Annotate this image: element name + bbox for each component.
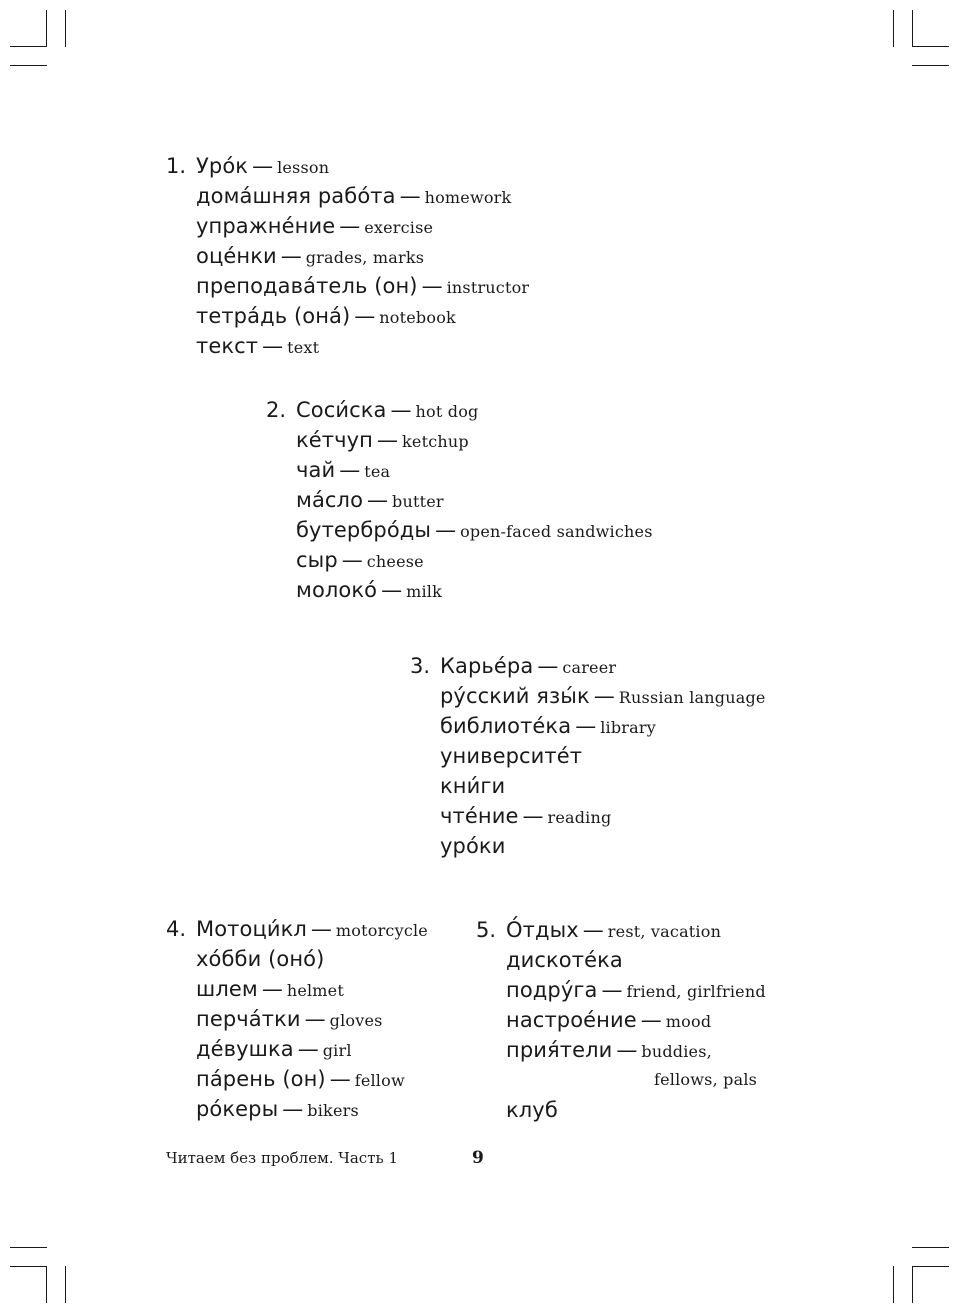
vocab-entry: университе́т [440,744,583,768]
vocab-entry: бутербро́ды — open-faced sandwiches [296,518,653,542]
vocab-entry: настрое́ние — mood [506,1008,712,1032]
vocab-entry: текст — text [196,334,320,358]
vocab-entry: дома́шняя рабо́та — homework [196,184,512,208]
crop-mark [10,1266,47,1267]
crop-mark [912,46,949,47]
vocab-list-2 [266,395,653,605]
vocab-entry: ру́сский язы́к — Russian language [440,684,766,708]
vocab-entry: упражне́ние — exercise [196,214,434,238]
vocab-entry: шлем — helmet [196,977,344,1001]
vocab-list-1 [166,151,529,361]
crop-mark [10,46,47,47]
vocab-entry: уро́ки [440,834,506,858]
list-number: 5. [476,918,497,942]
vocab-entry: па́рень (он) — fellow [196,1067,405,1091]
vocab-entry: перча́тки — gloves [196,1007,383,1031]
crop-mark [65,10,66,47]
vocab-entry: библиоте́ка — library [440,714,656,738]
vocab-entry: ро́керы — bikers [196,1097,359,1121]
crop-mark [46,1266,47,1303]
list-number: 2. [266,398,287,422]
vocab-entry: чай — tea [296,458,391,482]
vocab-entry: дискоте́ка [506,948,623,972]
crop-mark [46,10,47,47]
crop-mark [912,1266,913,1303]
crop-mark [912,1247,949,1248]
list-number: 4. [166,917,187,941]
vocab-entry: Соси́ска — hot dog [296,398,479,422]
vocab-entry: молоко́ — milk [296,578,442,602]
vocab-entry: ма́сло — butter [296,488,444,512]
vocab-list-5 [476,915,766,1125]
vocab-entry: Карье́ра — career [440,654,617,678]
vocab-entry: де́вушка — girl [196,1037,352,1061]
page-number: 9 [472,1148,484,1168]
book-title: Читаем без проблем. Часть 1 [166,1149,398,1167]
vocab-entry: подру́га — friend, girlfriend [506,978,766,1002]
vocab-entry: кни́ги [440,774,506,798]
vocab-entry: Мотоци́кл — motorcycle [196,917,428,941]
vocab-entry: О́тдых — rest, vacation [506,918,722,942]
crop-mark [912,10,913,47]
vocab-list-3 [410,651,766,861]
vocab-list-4 [166,914,428,1124]
vocab-entry: клуб [506,1098,558,1122]
vocab-entry: оце́нки — grades, marks [196,244,425,268]
list-number: 3. [410,654,431,678]
vocab-entry: ке́тчуп — ketchup [296,428,469,452]
crop-mark [893,10,894,47]
vocab-entry: сыр — cheese [296,548,424,572]
crop-mark [912,1266,949,1267]
vocab-entry: Уро́к — lesson [196,154,330,178]
vocab-entry: хо́бби (оно́) [196,947,325,971]
list-number: 1. [166,154,187,178]
vocab-entry: чте́ние — reading [440,804,612,828]
crop-mark [10,65,47,66]
vocab-entry: прия́тели — buddies, [506,1038,712,1062]
vocab-entry: тетра́дь (она́) — notebook [196,304,456,328]
vocab-entry-continuation: fellows, pals [654,1070,758,1089]
crop-mark [65,1266,66,1303]
crop-mark [10,1247,47,1248]
crop-mark [893,1266,894,1303]
vocab-entry: преподава́тель (он) — instructor [196,274,530,298]
crop-mark [912,65,949,66]
